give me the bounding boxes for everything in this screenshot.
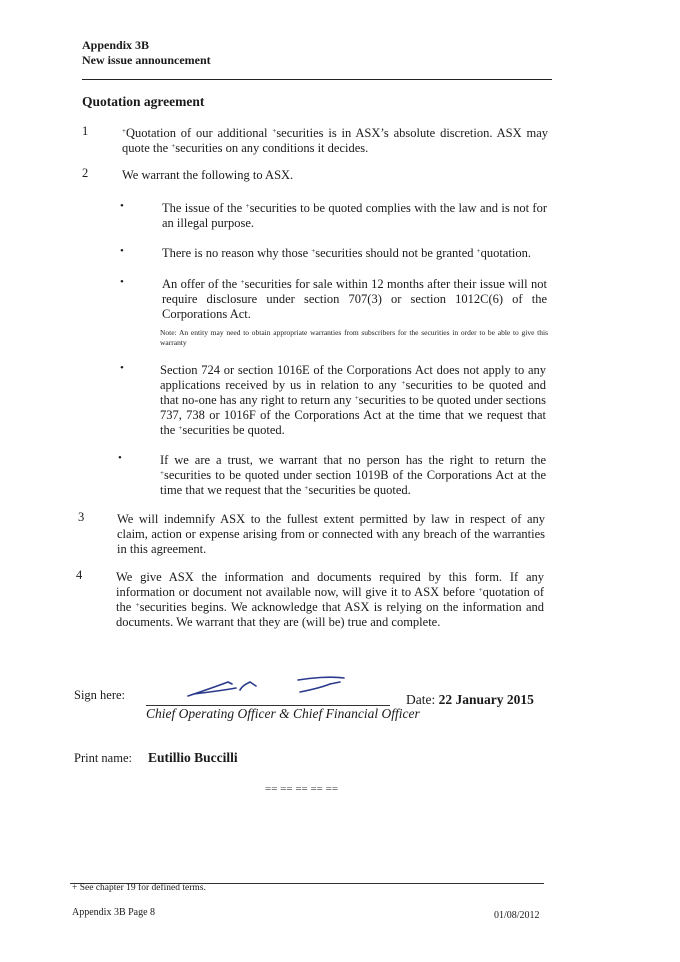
item-2-text: We warrant the following to ASX. [122, 168, 294, 182]
sign-here-label: Sign here: [74, 688, 126, 702]
bullet-1-dot: • [120, 200, 124, 212]
item-1-number: 1 [82, 124, 89, 138]
handwritten-signature [180, 670, 360, 704]
item-3-number: 3 [78, 510, 85, 524]
warranty-note: Note: An entity may need to obtain appropriate warranties from subscribers for the securities in order to be able to give this warranty [160, 328, 548, 347]
item-4-number: 4 [76, 568, 83, 582]
end-of-form-mark: == == == == == [265, 783, 339, 795]
header-title: Appendix 3B [82, 38, 150, 52]
bullet-5-text: If we are a trust, we warrant that no person has the right to return the +securities to be quoted under section 1019B of the Corporations Act at the time that we request that the +securities be quoted. [160, 453, 546, 497]
bullet-4-text: Section 724 or section 1016E of the Corporations Act does not apply to any applications received by us in relation to any +securities to be quoted and that no-one has any right to return any +securities to be quoted under sections 737, 738 or 1016F of the Corporations Act at the time that we request that the +securities be quoted. [160, 363, 547, 437]
bullet-3-dot: • [120, 276, 124, 288]
item-4-text: We give ASX the information and documents required by this form. If any information or document not available now, will give it to ASX before +quotation of the +securities begins. We acknowledge that ASX is relying on the information and documents. We warrant that they are (will be) true and complete. [116, 570, 544, 629]
item-3-text: We will indemnify ASX to the fullest extent permitted by law in respect of any claim, action or expense arising from or connected with any breach of the warranties in this agreement. [117, 512, 545, 556]
bullet-2-text: There is no reason why those +securities should not be granted +quotation. [162, 246, 531, 260]
bullet-1-text: The issue of the +securities to be quoted complies with the law and is not for an illegal purpose. [162, 201, 547, 230]
revision-date: 01/08/2012 [494, 910, 540, 921]
print-name-label: Print name: [74, 751, 132, 765]
section-heading: Quotation agreement [82, 94, 205, 109]
item-2-number: 2 [82, 166, 89, 180]
signatory-role: Chief Operating Officer & Chief Financial Officer [146, 706, 420, 721]
bullet-5-dot: • [118, 452, 122, 464]
bullet-2-dot: • [120, 245, 124, 257]
header-subtitle: New issue announcement [82, 53, 211, 67]
footnote: + See chapter 19 for defined terms. [72, 883, 206, 893]
header-divider [82, 79, 552, 80]
date-field [406, 692, 534, 708]
item-1-text: +Quotation of our additional +securities is in ASX’s absolute discretion. ASX may quote the +securities on any conditions it decides. [122, 126, 548, 155]
date-value: 22 January 2015 [438, 692, 534, 707]
bullet-3-text: An offer of the +securities for sale within 12 months after their issue will not require disclosure under section 707(3) or section 1012C(6) of the Corporations Act. [162, 277, 547, 321]
page-label: Appendix 3B Page 8 [72, 907, 156, 918]
bullet-4-dot: • [120, 362, 124, 374]
date-label: Date: [406, 692, 439, 707]
print-name-value: Eutillio Buccilli [148, 750, 238, 765]
